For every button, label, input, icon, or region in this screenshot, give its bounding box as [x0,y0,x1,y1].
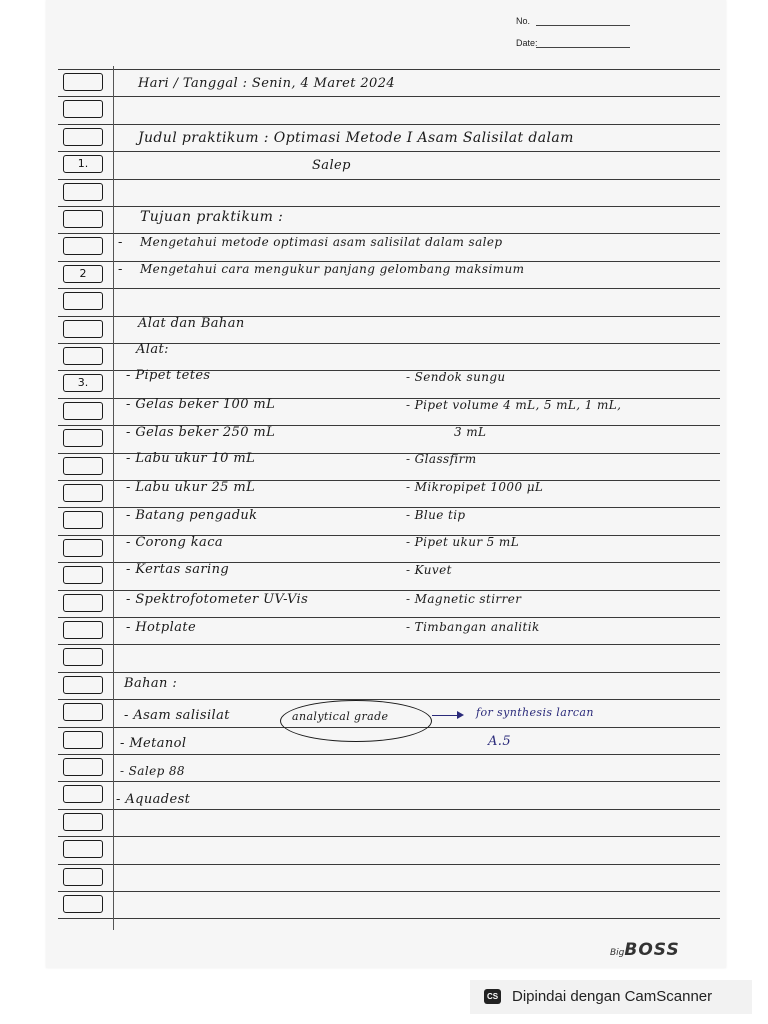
checkbox[interactable] [63,210,103,228]
alat-right-item: - Mikropipet 1000 μL [406,480,544,494]
checkbox[interactable] [63,347,103,365]
checkbox[interactable] [63,402,103,420]
bahan-heading: Bahan : [124,676,178,691]
no-label: No. [516,16,531,26]
checkbox[interactable] [63,183,103,201]
alat-right-item: - Blue tip [406,508,466,522]
checkbox[interactable] [63,594,103,612]
margin-line [113,66,114,930]
alat-left-item: - Spektrofotometer UV-Vis [126,592,309,607]
alat-left-item: - Gelas beker 250 mL [126,425,276,440]
checkbox[interactable] [63,868,103,886]
checkbox[interactable] [63,484,103,502]
checkbox[interactable]: 2 [63,265,103,283]
ruled-line [58,809,720,810]
tujuan-dash-1: - [118,235,123,250]
tujuan-item-2: Mengetahui cara mengukur panjang gelombang maksimum [140,262,525,276]
no-line [536,25,630,26]
hari-tanggal: Hari / Tanggal : Senin, 4 Maret 2024 [138,76,396,91]
alat-left-item: - Pipet tetes [126,368,211,383]
ruled-line [58,233,720,234]
tujuan-item-1: Mengetahui metode optimasi asam salisilat dalam salep [140,235,503,249]
date-field [470,38,538,48]
checkbox[interactable] [63,100,103,118]
tujuan-heading: Tujuan praktikum : [140,209,284,225]
checkbox[interactable] [63,539,103,557]
checkbox[interactable] [63,429,103,447]
checkbox[interactable]: 1. [63,155,103,173]
bahan-item-1: - Asam salisilat [124,708,230,723]
alat-left-item: - Batang pengaduk [126,508,258,523]
checkbox[interactable] [63,648,103,666]
checkbox[interactable] [63,511,103,529]
checkbox[interactable] [63,840,103,858]
alat-right-item: - Timbangan analitik [406,620,540,634]
ruled-line [58,69,720,70]
tujuan-dash-2: - [118,262,123,277]
judul-line-2: Salep [312,158,351,173]
checkbox[interactable] [63,813,103,831]
alat-right-item: - Sendok sungu [406,370,506,384]
alat-heading: Alat: [136,342,169,357]
ruled-line [58,781,720,782]
alat-left-item: - Labu ukur 25 mL [126,480,256,495]
alat-left-item: - Labu ukur 10 mL [126,451,256,466]
no-field [470,16,530,26]
bahan-annotation-1: for synthesis larcan [476,706,594,719]
alat-left-item: - Gelas beker 100 mL [126,397,276,412]
alat-right-item: - Glassfirm [406,452,477,466]
checkbox[interactable] [63,566,103,584]
bahan-item-4: - Aquadest [116,792,191,807]
ruled-line [58,590,720,591]
checkbox[interactable] [63,73,103,91]
ruled-line [58,288,720,289]
ruled-line [58,836,720,837]
alat-left-item: - Hotplate [126,620,197,635]
checkbox[interactable] [63,237,103,255]
judul-line-1: Judul praktikum : Optimasi Metode I Asam Salisilat dalam [138,130,574,146]
checkbox[interactable]: 3. [63,374,103,392]
checkbox[interactable] [63,703,103,721]
date-label: Date: [516,38,538,48]
date-line [536,47,630,48]
ruled-line [58,864,720,865]
checkbox[interactable] [63,292,103,310]
alat-right-item: - Pipet ukur 5 mL [406,535,520,549]
alat-bahan-heading: Alat dan Bahan [138,316,245,331]
camscanner-logo-icon: CS [484,989,501,1004]
bahan-annotation-2: A.5 [488,734,511,749]
brand-small: Big [610,948,625,958]
bahan-item-1-note: analytical grade [292,710,389,723]
checkbox[interactable] [63,758,103,776]
checkbox[interactable] [63,128,103,146]
ruled-line [58,644,720,645]
ruled-line [58,672,720,673]
alat-right-item: - Magnetic stirrer [406,592,522,606]
checkbox[interactable] [63,731,103,749]
ruled-line [58,699,720,700]
alat-left-item: - Corong kaca [126,535,224,550]
ruled-line [58,124,720,125]
alat-right-item: - Kuvet [406,563,452,577]
checkbox[interactable] [63,320,103,338]
brand-big: BOSS [624,940,680,960]
bahan-item-3: - Salep 88 [120,764,185,778]
alat-right-item: - Pipet volume 4 mL, 5 mL, 1 mL, [406,398,622,412]
checkbox[interactable] [63,457,103,475]
notebook-brand-logo [610,940,680,960]
checkbox[interactable] [63,676,103,694]
checkbox[interactable] [63,785,103,803]
camscanner-footer [470,980,752,1014]
alat-left-item: - Kertas saring [126,562,230,577]
checkbox[interactable] [63,895,103,913]
ruled-line [58,179,720,180]
camscanner-text: Dipindai dengan CamScanner [512,988,713,1005]
bahan-item-2: - Metanol [120,736,187,751]
ruled-line [58,617,720,618]
ruled-line [58,754,720,755]
ruled-line [58,206,720,207]
alat-right-item: 3 mL [454,425,487,439]
ruled-line [58,96,720,97]
annotation-arrow [432,715,462,716]
ruled-line [58,151,720,152]
ruled-line [58,891,720,892]
checkbox[interactable] [63,621,103,639]
ruled-line [58,918,720,919]
